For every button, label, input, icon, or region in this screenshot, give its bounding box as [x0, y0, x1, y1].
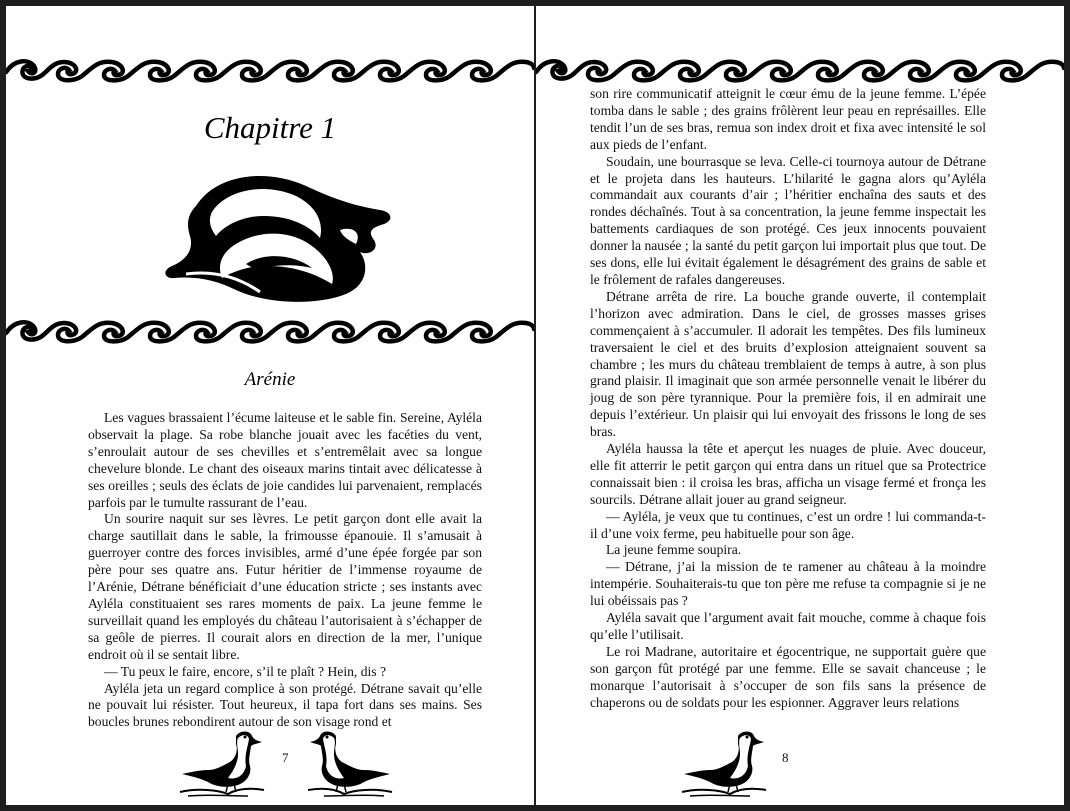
paragraph: — Détrane, j’ai la mission de te ramener au château à la moindre intempérie. Souhaiterais-tu que ton père me refuse ta compagnie si je ne lui obéissais pas ?	[590, 559, 986, 609]
wave-border-icon	[536, 54, 1064, 84]
page-number: 8	[782, 750, 789, 765]
wave-border-icon	[6, 315, 534, 345]
paragraph: Le roi Madrane, autoritaire et égocentrique, ne supportait guère que son garçon fût protégé par une femme. Elle se savait chanceuse ; le monarque l’autorisait à s’occuper de son fils sans la présence de chaperons ou de soldats pour les espionner. Aggraver leurs relations	[590, 643, 986, 710]
paragraph: son rire communicatif atteignit le cœur ému de la jeune femme. L’épée tomba dans le sable ; des grains frôlèrent leur peau en représailles. Elle tendit l’un de ses bras, remua son index droit et fixa avec intensité le sol aux pieds de l’enfant.	[590, 86, 986, 152]
paragraph: — Ayléla, je veux que tu continues, c’est un ordre ! lui commanda-t-il d’une voix ferme, peu habituelle pour son âge.	[590, 508, 986, 541]
chapter-title: Chapitre 1	[203, 110, 337, 145]
seagull-icon	[680, 726, 770, 802]
paragraph: Un sourire naquit sur ses lèvres. Le petit garçon dont elle avait la charge sautillait dans le sable, la frimousse épanouie. Il s’amusait à guerroyer contre des forces invisibles, armé d’une épée forgée par son père pour ses quatre ans. Futur héritier de l’immense royaume de l’Arénie, Détrane bénéficiait d’une éducation stricte ; ses instants avec Ayléla constituaient ses rares moments de paix. La jeune femme le surveillait quand les employés du château l’autorisaient à s’échapper de sa geôle de pierres. Il courait alors en direction de la mer, l’unique endroit où il se sentait libre.	[88, 511, 482, 662]
paragraph: Détrane arrêta de rire. La bouche grande ouverte, il contemplait l’horizon avec admiration. Dans le ciel, de grosses masses grises commençaient à s’accumuler. Il adorait les tempêtes. Des fils lumineux traversaient le ciel et des bruits d’explosion atteignaient souvent sa chambre ; les murs du château tremblaient de temps à autre, à son plus grand plaisir. Il imaginait que son armée personnelle venait le libérer du joug de son père tyrannique. Pour la première fois, il en admirait une depuis l’extérieur. Un plaisir qui lui envoyait des frissons le long de ses bras.	[590, 288, 986, 440]
section-title: Arénie	[244, 369, 296, 390]
body-text	[590, 86, 986, 712]
body-text	[88, 410, 482, 731]
left-page	[6, 6, 534, 805]
right-page	[536, 6, 1064, 805]
paragraph: Soudain, une bourrasque se leva. Celle-ci tournoya autour de Détrane et le projeta dans les hauteurs. L’hilarité le gagna alors qu’Ayléla commandait aux courants d’air ; l’héritier enchaîna des sauts et des rondes déchaînés. Tout à sa concentration, la jeune femme inspectait les battements cardiaques de son protégé. Ces jeux innocents pouvaient donner la nausée ; la santé du petit garçon lui importait plus que tout. De ses dons, elle lui évitait également le désagrément des grains de sable et le frôlement de rafales dangereuses.	[590, 153, 986, 287]
page-number: 7	[282, 750, 289, 765]
seagull-icon	[178, 726, 268, 802]
paragraph: Ayléla haussa la tête et aperçut les nuages de pluie. Avec douceur, elle fit atterrir le petit garçon qui entra dans un rituel que sa Protectrice connaissait bien : il croisa les bras, afficha un visage fermé et fronça les sourcils. Détrane allait jouer au grand seigneur.	[590, 441, 986, 507]
seagull-icon	[304, 726, 394, 802]
paragraph: Les vagues brassaient l’écume laiteuse et le sable fin. Sereine, Ayléla observait la plage. Sa robe blanche jouait avec les facéties du vent, s’enroulait autour de ses chevilles et s’entremêlait avec sa longue chevelure blonde. Le chant des oiseaux marins tintait avec délicatesse à ses oreilles ; seuls des éclats de joie candides lui parvenaient, remplacés parfois par le tumulte rassurant de l’eau.	[88, 410, 482, 510]
paragraph: Ayléla savait que l’argument avait fait mouche, comme à chaque fois qu’elle l’utilisait.	[590, 610, 986, 642]
wave-border-icon	[6, 54, 534, 84]
paragraph: Ayléla jeta un regard complice à son protégé. Détrane savait qu’elle ne pouvait lui résister. Tout heureux, il tapa fort dans ses mains. Ses boucles brunes rebondirent autour de son visage rond et	[88, 680, 482, 730]
conch-shell-icon	[156, 166, 396, 316]
paragraph: — Tu peux le faire, encore, s’il te plaît ? Hein, dis ?	[104, 663, 386, 679]
paragraph: La jeune femme soupira.	[606, 542, 742, 558]
